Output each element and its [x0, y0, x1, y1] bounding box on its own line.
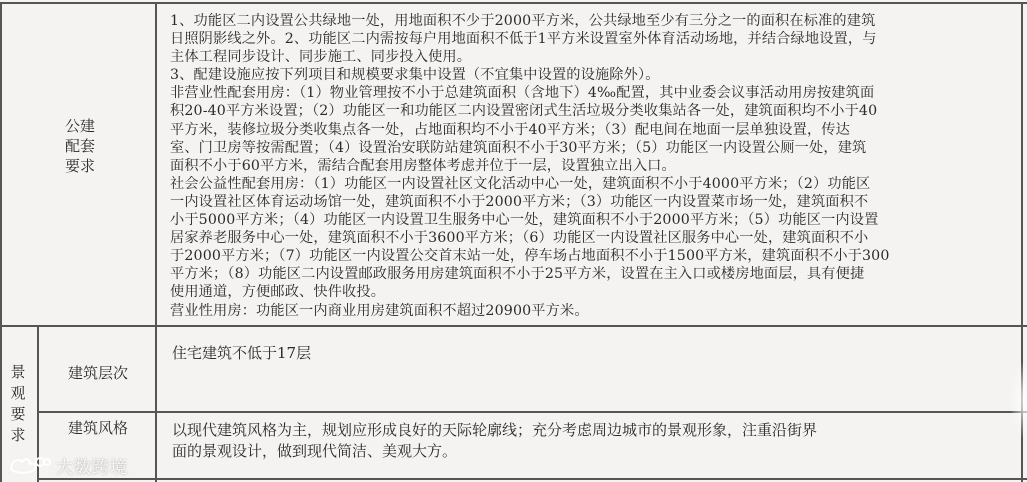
building-height-label: 建筑层次: [68, 364, 129, 382]
building-style-label: 建筑风格: [68, 419, 129, 437]
table-border-left: [0, 2, 2, 482]
column-divider-label: [155, 2, 157, 482]
watermark: [8, 452, 128, 478]
building-height-content: 住宅建筑不低于17层: [172, 344, 312, 362]
landscape-label: 景 观 要 求: [10, 363, 26, 444]
row-divider-bottom: [37, 478, 1027, 480]
row-divider-landscape: [37, 411, 1027, 413]
public-facilities-content: 1、功能区二内设置公共绿地一处，用地面积不少于2000平方米，公共绿地至少有三分之一的面积在标准的建筑 日照阴影线之外。2、功能区二内需按每户用地面积不低于1平方米设置室外体育活动场地，并结合绿地设置，与 主体工程同步设计、同步施工、同步投入使用。 3、配建设施应按下列项目和规模要求集中设置（不宜集中设置的设施除外）。 非营业性配套用房：（1）物业管理按不小于总建筑面积（含地下）4‰配置，其中业委会议事活动用房按建筑面 积20-40平方米设置；（2）功能区一和功能区二内设置密闭式生活垃圾分类收集站各一处，建筑面积均不小于40 平方米，装修垃圾分类收集点各一处，占地面积均不小于40平方米；（3）配电间在地面一层单独设置，传达 室、门卫房等按需配置；（4）设置治安联防站建筑面积不小于30平方米；（5）功能区一内设置公厕一处，建筑 面积不小于60平方米，需结合配套用房整体考虑并位于一层，设置独立出入口。 社会公益性配套用房：（1）功能区一内设置社区文化活动中心一处，建筑面积不小于4000平方米；（2）功能区 一内设置社区体育运动场馆一处，建筑面积不小于2000平方米；（3）功能区一内设置菜市场一处，建筑面积不 小于5000平方米；（4）功能区一内设置卫生服务中心一处，建筑面积不小于2000平方米；（5）功能区一内设置 居家养老服务中心一处，建筑面积不小于3600平方米；（6）功能区一内设置社区服务中心一处，建筑面积不小 于2000平方米；（7）功能区一内设置公交首末站一处，停车场占地面积不小于1500平方米，建筑面积不小于300 平方米；（8）功能区二内设置邮政服务用房建筑面积不小于25平方米，设置在主入口或楼房地面层，具有便捷 使用通道，方便邮政、快件收投。 营业性用房：功能区一内商业用房建筑面积不超过20900平方米。: [170, 13, 890, 319]
watermark-logo-icon: [8, 453, 52, 477]
watermark-text: 大数跨境: [56, 457, 128, 478]
building-style-content: 以现代建筑风格为主，规划应形成良好的天际轮廓线；充分考虑周边城市的景观形象，注重沿街界 面的景观设计，做到现代简洁、美观大方。: [172, 421, 818, 460]
public-facilities-label: 公建 配套 要求: [64, 117, 95, 175]
paper-glare: [1009, 360, 1027, 440]
